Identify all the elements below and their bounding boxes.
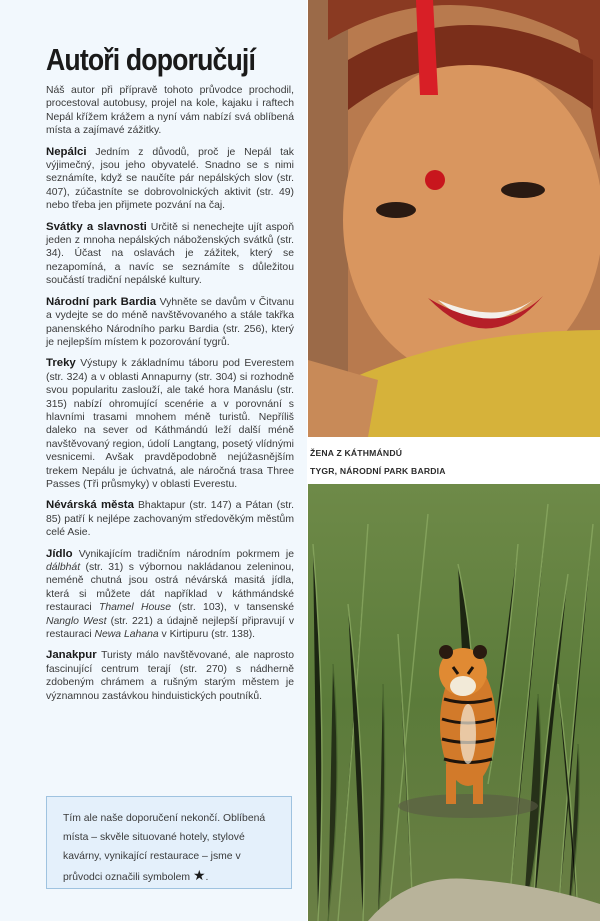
section-body: Bhaktapur (str. 147) a Pátan (str. 85) patří k nejlépe zachovaným středověkým městům celé Asie. [46,500,294,539]
photo-tiger-bardia [308,484,600,921]
dish-name: dálbhát [46,562,81,573]
tiger-illustration [308,484,600,921]
intro-paragraph: Náš autor při přípravě tohoto průvodce prochodil, procestoval autobusy, projel na kole, kajaku i raftech Nepál křížem krážem a nyní vám nabízí svá oblíbená místa a zajímavé zážitky. [46,85,294,137]
section-svatky [46,221,294,288]
star-icon: ★ [192,867,206,883]
note-box [46,796,292,889]
section-body: Turisty málo navštěvované, ale naprosto fascinující centrum terají (str. 270) s nádherně zdobeným chrámem a rušným starým městem je významnou zastávkou hinduistických poutníků. [46,650,295,702]
section-heading: Janakpur [46,649,97,662]
section-body: (str. 31) s výbornou nakládanou zeleninou, neméně chutná jsou ostrá névárská masitá jídla, která si můžete dát například v káthmándské restauraci [46,562,294,614]
note-end: . [205,872,209,883]
restaurant-name: Nanglo West [46,615,107,627]
photo-caption-tiger: TYGR, NÁRODNÍ PARK BARDIA [310,466,446,476]
photo-woman-kathmandu [308,0,600,437]
note-text: Tím ale naše doporučení nekončí. Oblíbená místa – skvěle situované hotely, stylové kavárny, vynikající restaurace – jsme v průvodci označili symbolem [63,813,266,883]
section-body: Výstupy k základnímu táboru pod Everestem (str. 324) a v oblasti Annapurny (str. 304) si rozhodně svou popularitu zaslouží, ale také hora Manáslu (str. 315) nabízí ohromující scenérie a v porovnání s hlavními trasami mnohem méně turistů. Nepříliš daleko na sever od Káthmándú leží další méně navštěvovaný region, údolí Langtang, posetý vlídnými vesnicemi. Avšak pravděpodobně nejúžasnějším trekem Nepálu je úchvatná, ale náročná trasa Three Passes (Tři průsmyky) v oblasti Everestu. [46,358,295,490]
section-heading: Národní park Bardia [46,295,157,308]
section-nepalci [46,146,294,213]
section-heading: Treky [46,357,76,370]
section-heading: Jídlo [46,547,73,560]
page-title: Autoři doporučují [46,42,256,77]
section-heading: Nepálci [46,145,87,158]
section-body: Jedním z důvodů, proč je Nepál tak výjimečný, jsou jeho obyvatelé. Snadno se s nimi seznámíte, když se naučíte pár nepálských slov (str. 407), zúčastníte se dobrovolnických aktivit (str. 49) nebo třeba jen přijmete pozvání na čaj. [46,146,294,212]
restaurant-name: Newa Lahana [94,629,159,641]
section-janakpur [46,649,294,703]
section-treky [46,357,294,491]
photo-caption-woman: ŽENA Z KÁTHMÁNDÚ [310,448,403,458]
section-body: Určitě si nenechejte ujít aspoň jeden z mnoha nepálských náboženských svátků (str. 34). Účast na oslavách je zážitek, který se nezapomíná, a navíc se seznámíte s důležitou součástí tradiční nepálské kultury. [46,221,294,287]
article-body [46,84,294,711]
section-body: (str. 221) a údajně nejlepší připravují v restauraci [46,615,295,641]
woman-illustration [308,0,600,437]
restaurant-name: Thamel House [98,602,172,614]
section-heading: Névárská města [46,499,134,512]
section-body: (str. 103), v tansenské [171,602,295,614]
section-body: Vynikajícím tradičním národním pokrmem je [78,548,294,560]
section-heading: Svátky a slavnosti [46,220,147,233]
section-body: v Kirtipuru (str. 138). [158,629,256,641]
section-body: Vyhněte se davům v Čitvanu a vydejte se do méně navštěvovaného a stále takřka panenského Národního parku Bardia (str. 256), který je nejlepším místem k pozorování tygrů. [46,296,294,348]
section-mesta [46,499,294,539]
section-jidlo [46,548,294,642]
section-bardia [46,296,294,350]
